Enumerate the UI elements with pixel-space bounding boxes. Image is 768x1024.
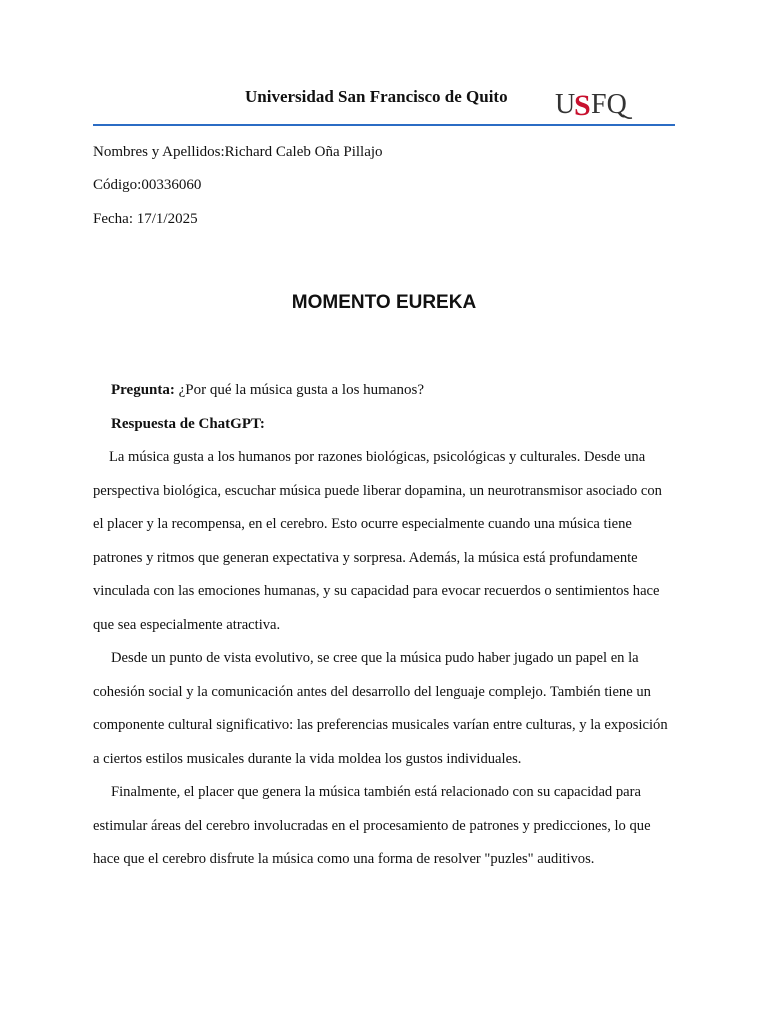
question-line <box>111 382 424 399</box>
university-name: Universidad San Francisco de Quito <box>245 87 508 106</box>
svg-text:U: U <box>555 89 576 120</box>
student-code: Código:00336060 <box>93 177 202 193</box>
answer-paragraph-2: Desde un punto de vista evolutivo, se cree que la música pudo haber jugado un papel en la cohesión social y la comunicación antes del desarrollo del lenguaje complejo. También tiene un componente cultural significativo: las preferencias musicales varían entre culturas, y la exposición a ciertos estilos musicales durante la vida moldea los gustos individuales. <box>93 650 668 767</box>
answer-label-line <box>111 416 265 433</box>
answer-body <box>93 441 675 877</box>
usfq-logo <box>553 82 633 122</box>
answer-label: Respuesta de ChatGPT: <box>111 416 265 432</box>
answer-paragraph-3: Finalmente, el placer que genera la música también está relacionado con su capacidad para estimular áreas del cerebro involucradas en el procesamiento de patrones y predicciones, lo que hace que el cerebro disfrute la música como una forma de resolver "puzles" auditivos. <box>93 784 651 867</box>
document-date: Fecha: 17/1/2025 <box>93 211 198 227</box>
header-divider <box>93 124 675 126</box>
student-name: Nombres y Apellidos:Richard Caleb Oña Pillajo <box>93 144 383 160</box>
svg-text:FQ: FQ <box>591 89 627 120</box>
page-header <box>93 82 675 126</box>
svg-text:S: S <box>574 89 591 122</box>
question-text: ¿Por qué la música gusta a los humanos? <box>174 382 425 398</box>
question-label: Pregunta: <box>111 382 175 398</box>
answer-paragraph-1: La música gusta a los humanos por razones biológicas, psicológicas y culturales. Desde una perspectiva biológica, escuchar música puede liberar dopamina, un neurotransmisor asociado con el placer y la recompensa, en el cerebro. Esto ocurre especialmente cuando una música tiene patrones y ritmos que generan expectativa y sorpresa. Además, la música está profundamente vinculada con las emociones humanas, y su capacidad para evocar recuerdos o sentimientos hace que sea especialmente atractiva. <box>93 449 662 633</box>
document-title: MOMENTO EUREKA <box>291 292 477 313</box>
